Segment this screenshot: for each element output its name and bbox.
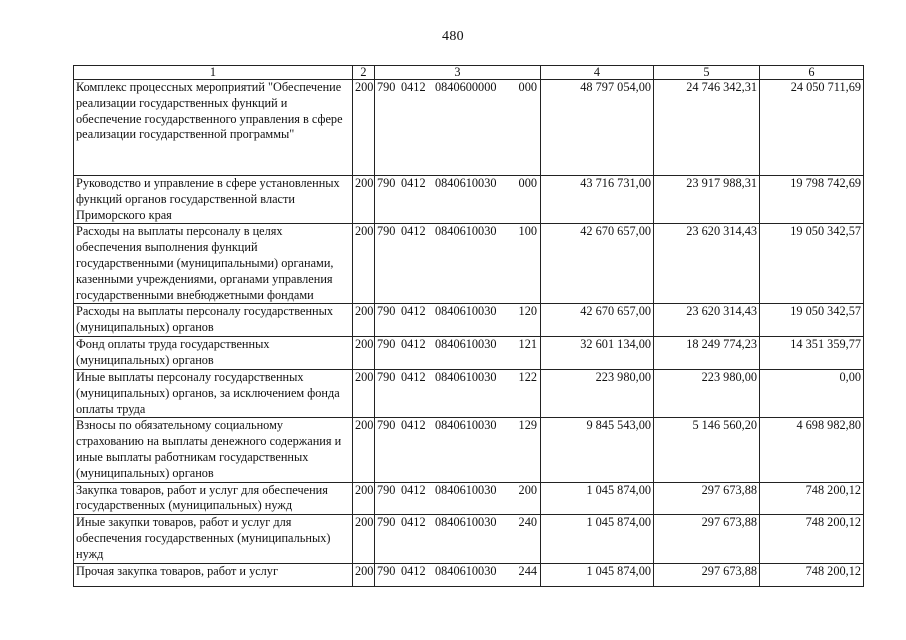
amount-col-5: 297 673,88: [654, 515, 760, 563]
target-article-code: 0840600000: [435, 80, 497, 94]
section-code: 0412: [401, 369, 426, 384]
target-article-code: 0840610030: [435, 515, 497, 530]
amount-col-4: 43 716 731,00: [541, 176, 654, 224]
ministry-code: 790: [377, 224, 396, 239]
expense-kind-code: 000: [518, 80, 537, 94]
classification-code: [375, 563, 541, 586]
section-code: 0412: [401, 224, 426, 239]
section-code: 0412: [401, 418, 426, 433]
table-row: [74, 224, 864, 304]
expense-item-name: Расходы на выплаты персоналу государственных (муниципальных) органов: [74, 304, 353, 337]
amount-col-5: 23 620 314,43: [654, 304, 760, 337]
amount-col-5: 18 249 774,23: [654, 337, 760, 370]
classification-code: [375, 224, 541, 304]
target-article-code: 0840610030: [435, 224, 497, 239]
amount-col-4: 42 670 657,00: [541, 224, 654, 304]
amount-col-6: 19 050 342,57: [760, 304, 864, 337]
expense-kind-code: 000: [518, 176, 537, 190]
table-row: [74, 304, 864, 337]
column-header: 5: [654, 66, 760, 80]
expense-item-name: Комплекс процессных мероприятий "Обеспечение реализации государственных функций и обеспечение государственного управления в сфере реализации государственной программы": [74, 80, 353, 176]
ministry-code: 790: [377, 418, 396, 433]
classification-code: [375, 304, 541, 337]
column-header: 6: [760, 66, 864, 80]
code-200: 200: [353, 418, 375, 482]
target-article-code: 0840610030: [435, 482, 497, 497]
classification-code: [375, 80, 541, 176]
expense-kind-code: 120: [518, 304, 537, 319]
amount-col-6: 0,00: [760, 369, 864, 417]
section-code: 0412: [401, 482, 426, 497]
column-header: 2: [353, 66, 375, 80]
amount-col-5: 5 146 560,20: [654, 418, 760, 482]
amount-col-6: 19 798 742,69: [760, 176, 864, 224]
amount-col-6: 4 698 982,80: [760, 418, 864, 482]
amount-col-6: 19 050 342,57: [760, 224, 864, 304]
classification-code: [375, 515, 541, 563]
table-row: [74, 515, 864, 563]
code-200: 200: [353, 482, 375, 515]
code-200: 200: [353, 337, 375, 370]
target-article-code: 0840610030: [435, 369, 497, 384]
amount-col-6: 748 200,12: [760, 563, 864, 586]
target-article-code: 0840610030: [435, 337, 497, 352]
ministry-code: 790: [377, 515, 396, 530]
amount-col-4: 9 845 543,00: [541, 418, 654, 482]
code-200: 200: [353, 563, 375, 586]
section-code: 0412: [401, 304, 426, 319]
column-header: 4: [541, 66, 654, 80]
section-code: 0412: [401, 563, 426, 578]
amount-col-6: 748 200,12: [760, 482, 864, 515]
table-row: [74, 176, 864, 224]
target-article-code: 0840610030: [435, 418, 497, 433]
table-row: [74, 418, 864, 482]
expense-item-name: Расходы на выплаты персоналу в целях обеспечения выполнения функций государственными (муниципальными) органами, казенными учреждениями, органами управления государственными внебюджетными фондами: [74, 224, 353, 304]
amount-col-5: 297 673,88: [654, 482, 760, 515]
classification-code: [375, 176, 541, 224]
ministry-code: 790: [377, 304, 396, 319]
expense-kind-code: 129: [518, 418, 537, 433]
code-200: 200: [353, 369, 375, 417]
table-row: [74, 337, 864, 370]
expense-item-name: Прочая закупка товаров, работ и услуг: [74, 563, 353, 586]
amount-col-5: 297 673,88: [654, 563, 760, 586]
expense-kind-code: 121: [518, 337, 537, 352]
expense-item-name: Фонд оплаты труда государственных (муниципальных) органов: [74, 337, 353, 370]
code-200: 200: [353, 515, 375, 563]
expense-item-name: Взносы по обязательному социальному страхованию на выплаты денежного содержания и иные выплаты работникам государственных (муниципальных) органов: [74, 418, 353, 482]
ministry-code: 790: [377, 563, 396, 578]
ministry-code: 790: [377, 80, 396, 94]
table-row: [74, 482, 864, 515]
target-article-code: 0840610030: [435, 304, 497, 319]
expense-kind-code: 240: [518, 515, 537, 530]
amount-col-4: 1 045 874,00: [541, 482, 654, 515]
amount-col-4: 32 601 134,00: [541, 337, 654, 370]
expense-kind-code: 244: [518, 563, 537, 578]
section-code: 0412: [401, 176, 426, 190]
code-200: 200: [353, 176, 375, 224]
column-number-row: [74, 66, 864, 80]
classification-code: [375, 418, 541, 482]
target-article-code: 0840610030: [435, 563, 497, 578]
table-row: [74, 563, 864, 586]
target-article-code: 0840610030: [435, 176, 497, 190]
expense-item-name: Руководство и управление в сфере установленных функций органов государственной власти Приморского края: [74, 176, 353, 224]
amount-col-5: 23 620 314,43: [654, 224, 760, 304]
section-code: 0412: [401, 515, 426, 530]
amount-col-6: 14 351 359,77: [760, 337, 864, 370]
ministry-code: 790: [377, 337, 396, 352]
amount-col-4: 223 980,00: [541, 369, 654, 417]
budget-table: [73, 65, 864, 587]
expense-item-name: Иные выплаты персоналу государственных (муниципальных) органов, за исключением фонда оплаты труда: [74, 369, 353, 417]
column-header: 3: [375, 66, 541, 80]
ministry-code: 790: [377, 176, 396, 190]
ministry-code: 790: [377, 369, 396, 384]
code-200: 200: [353, 80, 375, 176]
code-200: 200: [353, 304, 375, 337]
classification-code: [375, 482, 541, 515]
amount-col-4: 48 797 054,00: [541, 80, 654, 176]
amount-col-4: 42 670 657,00: [541, 304, 654, 337]
amount-col-6: 748 200,12: [760, 515, 864, 563]
classification-code: [375, 337, 541, 370]
expense-kind-code: 100: [518, 224, 537, 239]
expense-item-name: Иные закупки товаров, работ и услуг для обеспечения государственных (муниципальных) нужд: [74, 515, 353, 563]
amount-col-5: 223 980,00: [654, 369, 760, 417]
amount-col-6: 24 050 711,69: [760, 80, 864, 176]
column-header: 1: [74, 66, 353, 80]
expense-kind-code: 200: [518, 482, 537, 497]
section-code: 0412: [401, 337, 426, 352]
amount-col-4: 1 045 874,00: [541, 515, 654, 563]
ministry-code: 790: [377, 482, 396, 497]
amount-col-4: 1 045 874,00: [541, 563, 654, 586]
table-row: [74, 80, 864, 176]
table-row: [74, 369, 864, 417]
expense-item-name: Закупка товаров, работ и услуг для обеспечения государственных (муниципальных) нужд: [74, 482, 353, 515]
page-number: 480: [442, 29, 464, 44]
section-code: 0412: [401, 80, 426, 94]
classification-code: [375, 369, 541, 417]
expense-kind-code: 122: [518, 369, 537, 384]
amount-col-5: 24 746 342,31: [654, 80, 760, 176]
code-200: 200: [353, 224, 375, 304]
amount-col-5: 23 917 988,31: [654, 176, 760, 224]
